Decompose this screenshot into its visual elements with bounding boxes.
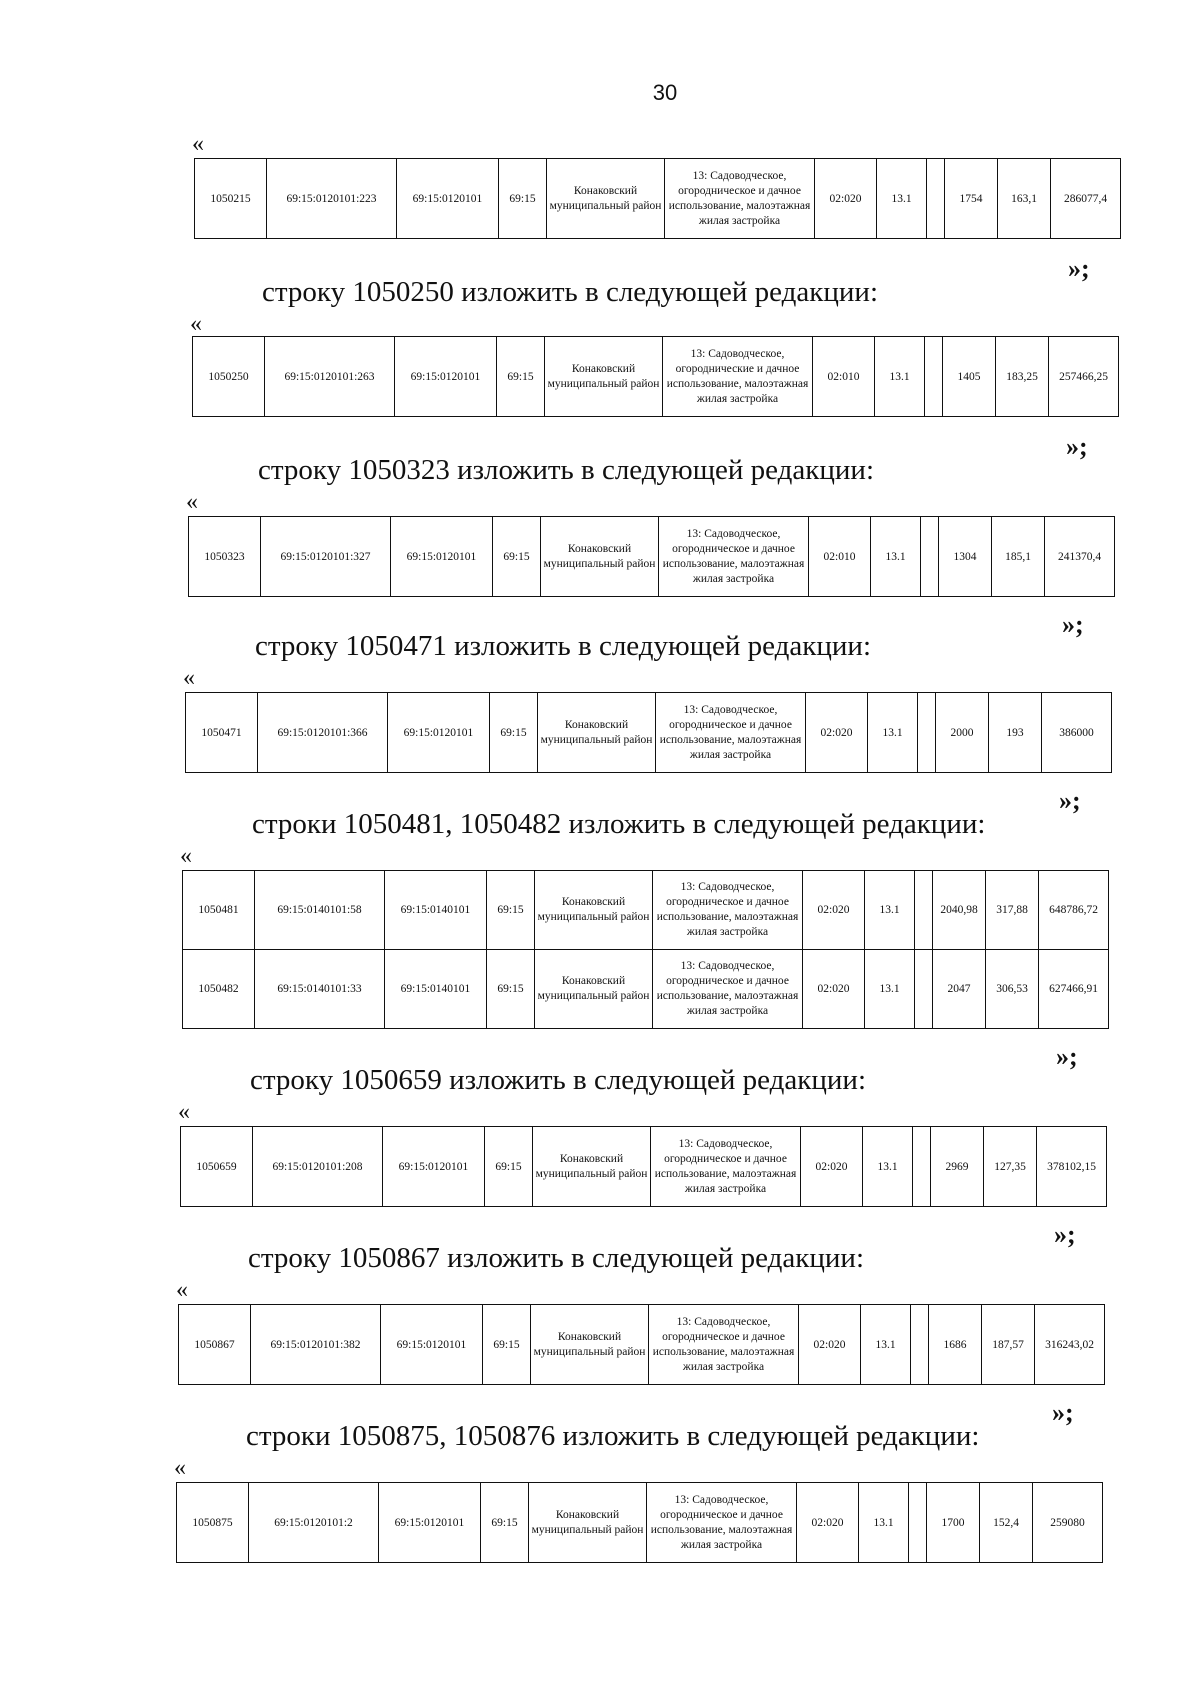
cell-specific-value: 163,1 [998, 159, 1051, 239]
opening-quote: « [190, 311, 202, 337]
cell-area: 1686 [929, 1305, 982, 1385]
cell-municipality: Конаковский муниципальный район [535, 871, 653, 950]
amendment-heading: строку 1050323 изложить в следующей редакции: [258, 454, 874, 486]
record-table [176, 1482, 1103, 1563]
cell-cadastral-number: 69:15:0140101:58 [255, 871, 385, 950]
cell-municipality: Конаковский муниципальный район [538, 693, 656, 773]
cell-row-number: 1050867 [179, 1305, 251, 1385]
closing-quote: »; [1059, 786, 1081, 815]
cell-row-number: 1050215 [195, 159, 267, 239]
cell-cadastral-value: 257466,25 [1049, 337, 1119, 417]
cell-cadastral-number: 69:15:0120101:327 [261, 517, 391, 597]
page-number: 30 [652, 80, 678, 105]
opening-quote: « [192, 131, 204, 157]
cell-row-number: 1050659 [181, 1127, 253, 1207]
cell-zone-code: 02:020 [803, 950, 865, 1029]
cell-land-use-group: 13: Садоводческое, огородническое и дачное использование, малоэтажная жилая застройка [653, 871, 803, 950]
cell-cadastral-number: 69:15:0120101:223 [267, 159, 397, 239]
cell-zone-code: 02:020 [806, 693, 868, 773]
cell-district-code: 69:15 [497, 337, 545, 417]
cell-specific-value: 187,57 [982, 1305, 1035, 1385]
cell-subgroup-code: 13.1 [859, 1483, 909, 1563]
cell-municipality: Конаковский муниципальный район [535, 950, 653, 1029]
cell-specific-value: 193 [989, 693, 1042, 773]
opening-quote: « [186, 489, 198, 515]
table-row [195, 159, 1121, 239]
cell-area: 2969 [931, 1127, 984, 1207]
record-table [178, 1304, 1105, 1385]
cell-empty-cell [909, 1483, 927, 1563]
amendment-heading: строку 1050659 изложить в следующей редакции: [250, 1064, 866, 1096]
cell-cadastral-quarter: 69:15:0120101 [383, 1127, 485, 1207]
cell-cadastral-value: 259080 [1033, 1483, 1103, 1563]
cell-subgroup-code: 13.1 [865, 950, 915, 1029]
cell-specific-value: 306,53 [986, 950, 1039, 1029]
cell-cadastral-value: 378102,15 [1037, 1127, 1107, 1207]
cell-area: 2047 [933, 950, 986, 1029]
cell-district-code: 69:15 [485, 1127, 533, 1207]
cell-subgroup-code: 13.1 [863, 1127, 913, 1207]
cell-cadastral-value: 627466,91 [1039, 950, 1109, 1029]
cell-cadastral-quarter: 69:15:0140101 [385, 950, 487, 1029]
cell-empty-cell [927, 159, 945, 239]
cell-cadastral-value: 648786,72 [1039, 871, 1109, 950]
cell-subgroup-code: 13.1 [865, 871, 915, 950]
cell-land-use-group: 13: Садоводческое, огородническое и дачное использование, малоэтажная жилая застройка [653, 950, 803, 1029]
cell-municipality: Конаковский муниципальный район [545, 337, 663, 417]
cell-cadastral-quarter: 69:15:0140101 [385, 871, 487, 950]
cell-cadastral-number: 69:15:0120101:382 [251, 1305, 381, 1385]
cell-cadastral-quarter: 69:15:0120101 [379, 1483, 481, 1563]
cell-cadastral-number: 69:15:0120101:208 [253, 1127, 383, 1207]
cell-cadastral-number: 69:15:0120101:366 [258, 693, 388, 773]
cell-row-number: 1050471 [186, 693, 258, 773]
cell-district-code: 69:15 [487, 871, 535, 950]
table-row [193, 337, 1119, 417]
cell-area: 1700 [927, 1483, 980, 1563]
cell-subgroup-code: 13.1 [871, 517, 921, 597]
opening-quote: « [183, 665, 195, 691]
cell-zone-code: 02:020 [799, 1305, 861, 1385]
cell-cadastral-value: 286077,4 [1051, 159, 1121, 239]
table-row [183, 871, 1109, 950]
cell-empty-cell [911, 1305, 929, 1385]
closing-quote: »; [1068, 254, 1090, 283]
cell-specific-value: 127,35 [984, 1127, 1037, 1207]
record-table [192, 336, 1119, 417]
opening-quote: « [178, 1099, 190, 1125]
table-row [179, 1305, 1105, 1385]
cell-cadastral-value: 241370,4 [1045, 517, 1115, 597]
cell-cadastral-quarter: 69:15:0120101 [395, 337, 497, 417]
cell-land-use-group: 13: Садоводческое, огородническое и дачное использование, малоэтажная жилая застройка [656, 693, 806, 773]
amendment-heading: строку 1050471 изложить в следующей редакции: [255, 630, 871, 662]
cell-land-use-group: 13: Садоводческое, огородническое и дачное использование, малоэтажная жилая застройка [649, 1305, 799, 1385]
cell-empty-cell [918, 693, 936, 773]
table-row [177, 1483, 1103, 1563]
cell-land-use-group: 13: Садоводческое, огородническое и дачное использование, малоэтажная жилая застройка [651, 1127, 801, 1207]
cell-row-number: 1050250 [193, 337, 265, 417]
cell-cadastral-number: 69:15:0120101:263 [265, 337, 395, 417]
cell-area: 1754 [945, 159, 998, 239]
cell-empty-cell [913, 1127, 931, 1207]
cell-municipality: Конаковский муниципальный район [547, 159, 665, 239]
cell-municipality: Конаковский муниципальный район [531, 1305, 649, 1385]
record-table [185, 692, 1112, 773]
record-table [182, 870, 1109, 1029]
record-table [180, 1126, 1107, 1207]
cell-district-code: 69:15 [481, 1483, 529, 1563]
cell-empty-cell [915, 871, 933, 950]
closing-quote: »; [1062, 610, 1084, 639]
cell-row-number: 1050323 [189, 517, 261, 597]
cell-empty-cell [925, 337, 943, 417]
cell-specific-value: 152,4 [980, 1483, 1033, 1563]
amendment-heading: строку 1050250 изложить в следующей редакции: [262, 276, 878, 308]
cell-specific-value: 185,1 [992, 517, 1045, 597]
amendment-heading: строки 1050481, 1050482 изложить в следующей редакции: [252, 808, 986, 840]
cell-area: 2000 [936, 693, 989, 773]
cell-district-code: 69:15 [487, 950, 535, 1029]
record-table [194, 158, 1121, 239]
cell-cadastral-quarter: 69:15:0120101 [388, 693, 490, 773]
cell-subgroup-code: 13.1 [875, 337, 925, 417]
cell-zone-code: 02:020 [797, 1483, 859, 1563]
table-row [189, 517, 1115, 597]
cell-zone-code: 02:020 [815, 159, 877, 239]
cell-cadastral-number: 69:15:0140101:33 [255, 950, 385, 1029]
cell-zone-code: 02:010 [813, 337, 875, 417]
cell-subgroup-code: 13.1 [868, 693, 918, 773]
cell-area: 2040,98 [933, 871, 986, 950]
cell-land-use-group: 13: Садоводческое, огороднические и дачное использование, малоэтажная жилая застройка [663, 337, 813, 417]
cell-cadastral-quarter: 69:15:0120101 [397, 159, 499, 239]
cell-area: 1405 [943, 337, 996, 417]
amendment-heading: строки 1050875, 1050876 изложить в следующей редакции: [246, 1420, 980, 1452]
closing-quote: »; [1054, 1220, 1076, 1249]
closing-quote: »; [1066, 432, 1088, 461]
cell-empty-cell [915, 950, 933, 1029]
opening-quote: « [176, 1277, 188, 1303]
closing-quote: »; [1052, 1398, 1074, 1427]
cell-district-code: 69:15 [493, 517, 541, 597]
amendment-heading: строку 1050867 изложить в следующей редакции: [248, 1242, 864, 1274]
cell-subgroup-code: 13.1 [861, 1305, 911, 1385]
cell-row-number: 1050875 [177, 1483, 249, 1563]
cell-municipality: Конаковский муниципальный район [529, 1483, 647, 1563]
cell-row-number: 1050481 [183, 871, 255, 950]
closing-quote: »; [1056, 1042, 1078, 1071]
cell-district-code: 69:15 [490, 693, 538, 773]
cell-land-use-group: 13: Садоводческое, огородническое и дачное использование, малоэтажная жилая застройка [647, 1483, 797, 1563]
cell-cadastral-quarter: 69:15:0120101 [391, 517, 493, 597]
cell-specific-value: 317,88 [986, 871, 1039, 950]
cell-specific-value: 183,25 [996, 337, 1049, 417]
cell-cadastral-number: 69:15:0120101:2 [249, 1483, 379, 1563]
table-row [186, 693, 1112, 773]
cell-zone-code: 02:020 [801, 1127, 863, 1207]
cell-area: 1304 [939, 517, 992, 597]
cell-land-use-group: 13: Садоводческое, огородническое и дачное использование, малоэтажная жилая застройка [659, 517, 809, 597]
cell-cadastral-value: 316243,02 [1035, 1305, 1105, 1385]
cell-land-use-group: 13: Садоводческое, огородническое и дачное использование, малоэтажная жилая застройка [665, 159, 815, 239]
cell-municipality: Конаковский муниципальный район [533, 1127, 651, 1207]
table-row [181, 1127, 1107, 1207]
opening-quote: « [174, 1455, 186, 1481]
cell-district-code: 69:15 [499, 159, 547, 239]
cell-subgroup-code: 13.1 [877, 159, 927, 239]
opening-quote: « [180, 843, 192, 869]
cell-zone-code: 02:020 [803, 871, 865, 950]
table-row [183, 950, 1109, 1029]
cell-cadastral-value: 386000 [1042, 693, 1112, 773]
cell-row-number: 1050482 [183, 950, 255, 1029]
cell-zone-code: 02:010 [809, 517, 871, 597]
cell-cadastral-quarter: 69:15:0120101 [381, 1305, 483, 1385]
cell-municipality: Конаковский муниципальный район [541, 517, 659, 597]
cell-district-code: 69:15 [483, 1305, 531, 1385]
record-table [188, 516, 1115, 597]
cell-empty-cell [921, 517, 939, 597]
